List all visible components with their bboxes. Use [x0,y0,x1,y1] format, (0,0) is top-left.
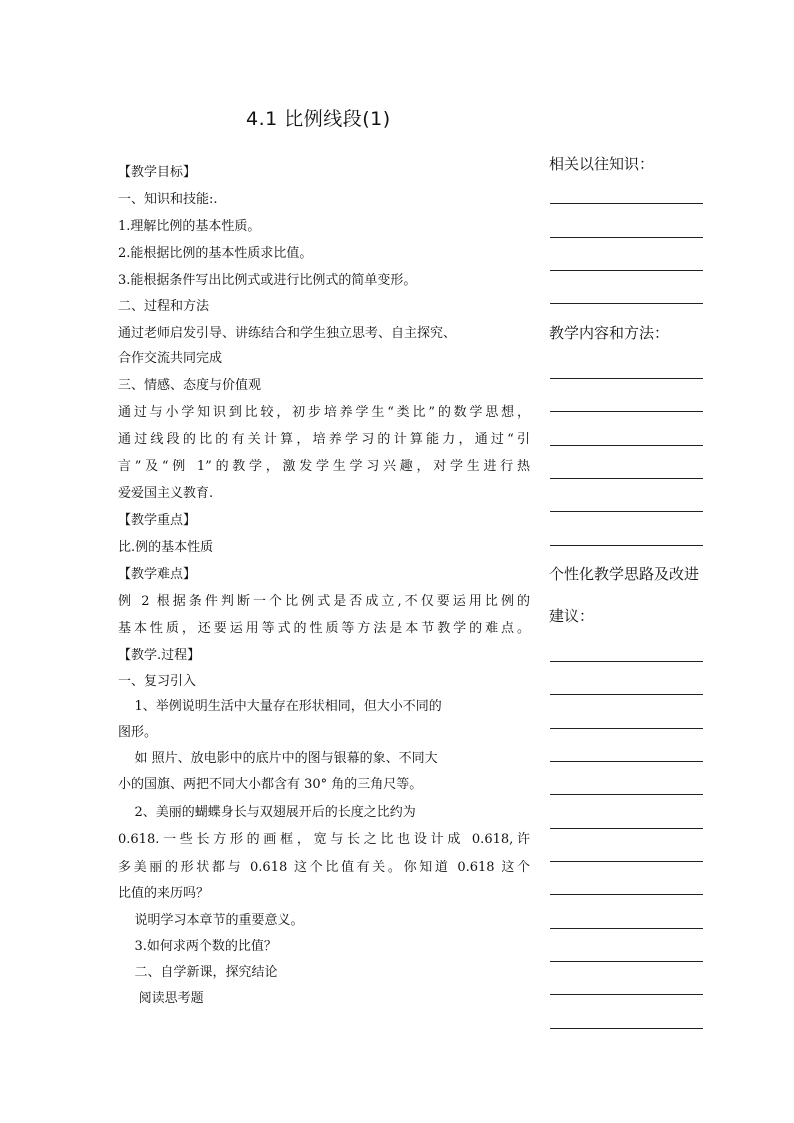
text-line: 阅读思考题 [118,991,204,1006]
writing-line [550,203,703,204]
text-line: 3.能根据条件写出比例式或进行比例式的简单变形。 [118,273,417,288]
sidebar-heading-content-methods: 教学内容和方法： [549,324,670,342]
writing-line [550,478,703,479]
writing-line [550,861,703,862]
writing-line [550,761,703,762]
text-line: 1.理解比例的基本性质。 [118,219,261,234]
writing-line [550,694,703,695]
writing-line [550,661,703,662]
writing-line [550,511,703,512]
text-line: 二、自学新课，探究结论 [118,965,278,980]
page-title: 4.1 比例线段(1) [246,108,391,130]
section-heading-objectives: 【教学目标】 [118,165,197,180]
writing-line [550,303,703,304]
text-line: 图形。 [118,725,158,740]
sidebar-heading-suggestions: 建议： [549,607,595,625]
text-line: 例 2 根据条件判断一个比例式是否成立,不仅要运用比例的 [118,594,530,609]
text-line: 言”及“例 1”的教学，激发学生学习兴趣，对学生进行热 [118,459,530,474]
writing-line [550,237,703,238]
writing-line [550,728,703,729]
writing-line [550,545,703,546]
writing-line [550,445,703,446]
text-line: 说明学习本章节的重要意义。 [118,913,304,928]
text-line: 2.能根据比例的基本性质求比值。 [118,246,313,261]
text-line: 2、美丽的蝴蝶身长与双翅展开后的长度之比约为 [118,805,416,820]
writing-line [550,961,703,962]
text-line: 一、知识和技能:. [118,192,218,207]
writing-line [550,994,703,995]
writing-line [550,1028,703,1029]
text-line: 二、过程和方法 [118,299,210,314]
text-line: 基本性质，还要运用等式的性质等方法是本节教学的难点。 [118,621,530,636]
text-line: 0.618.一些长方形的画框，宽与长之比也设计成 0.618,许 [118,832,530,847]
sidebar-heading-personalized: 个性化教学思路及改进 [549,565,700,583]
text-line: 通过与小学知识到比较，初步培养学生“类比”的数学思想， [118,405,530,420]
writing-line [550,270,703,271]
section-heading-difficulties: 【教学难点】 [118,567,197,582]
text-line: 3.如何求两个数的比值？ [118,939,277,954]
writing-line [550,411,703,412]
text-line: 小的国旗、两把不同大小都含有 30° 角的三角尺等。 [118,777,423,792]
writing-line [550,894,703,895]
text-line: 1、举例说明生活中大量存在形状相同，但大小不同的 [118,699,442,714]
text-line: 通过老师启发引导、讲练结合和学生独立思考、自主探究、 [118,326,457,341]
text-line: 一、复习引入 [118,674,197,689]
text-line: 多美丽的形状都与 0.618 这个比值有关。你知道 0.618 这个 [118,860,530,875]
writing-line [550,794,703,795]
text-line: 三、情感、态度与价值观 [118,378,262,393]
text-line: 比值的来历吗？ [118,886,210,901]
text-line: 爱爱国主义教育. [118,486,214,501]
writing-line [550,828,703,829]
section-heading-key-points: 【教学重点】 [118,513,197,528]
sidebar-heading-prior-knowledge: 相关以往知识： [549,155,655,173]
text-line: 比.例的基本性质 [118,540,214,555]
writing-line [550,928,703,929]
text-line: 如 照片、放电影中的底片中的图与银幕的象、不同大 [118,751,438,766]
text-line: 通过线段的比的有关计算，培养学习的计算能力，通过“引 [118,432,530,447]
text-line: 合作交流共同完成 [118,351,223,366]
writing-line [550,378,703,379]
section-heading-process: 【教学.过程】 [118,648,201,663]
